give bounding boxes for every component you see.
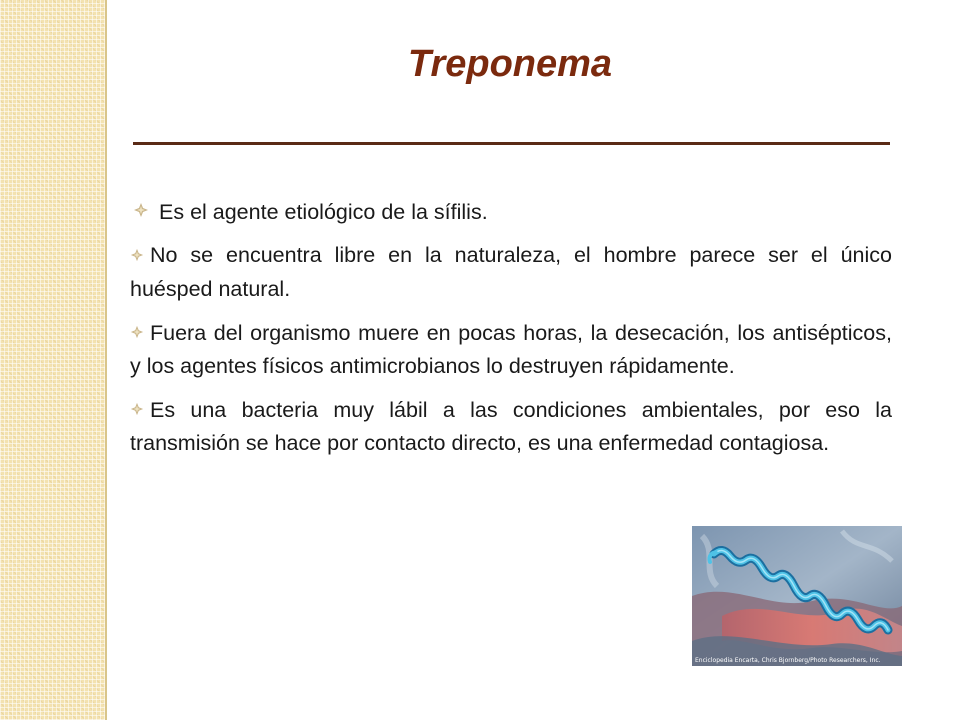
- bullet-text: Es el agente etiológico de la sífilis.: [159, 200, 488, 224]
- image-credit: Enciclopedia Encarta, Chris Bjornberg/Photo Researchers, Inc.: [695, 657, 881, 664]
- diamond-bullet-icon: [130, 393, 144, 425]
- diamond-bullet-icon: [130, 239, 144, 271]
- bullet-text: No se encuentra libre en la naturaleza, el hombre parece ser el único huésped natural.: [130, 243, 892, 301]
- bullet-item: [130, 317, 892, 382]
- bullet-item: [130, 239, 892, 304]
- bullet-item: [130, 394, 892, 459]
- bullet-text: Fuera del organismo muere en pocas horas, la desecación, los antisépticos, y los agentes físicos antimicrobianos lo destruyen rápidamente.: [130, 320, 892, 378]
- bullet-list: [130, 196, 892, 471]
- bullet-item: [130, 196, 892, 229]
- diamond-bullet-icon: [133, 195, 149, 227]
- side-band-edge: [105, 0, 107, 720]
- treponema-micrograph-image: [692, 526, 902, 666]
- title-underline-rule: [133, 142, 890, 145]
- decorative-side-band: [0, 0, 105, 720]
- bullet-text: Es una bacteria muy lábil a las condiciones ambientales, por eso la transmisión se hace por contacto directo, es una enfermedad contagiosa.: [130, 397, 892, 456]
- diamond-bullet-icon: [130, 316, 144, 348]
- slide-title: Treponema: [407, 43, 613, 85]
